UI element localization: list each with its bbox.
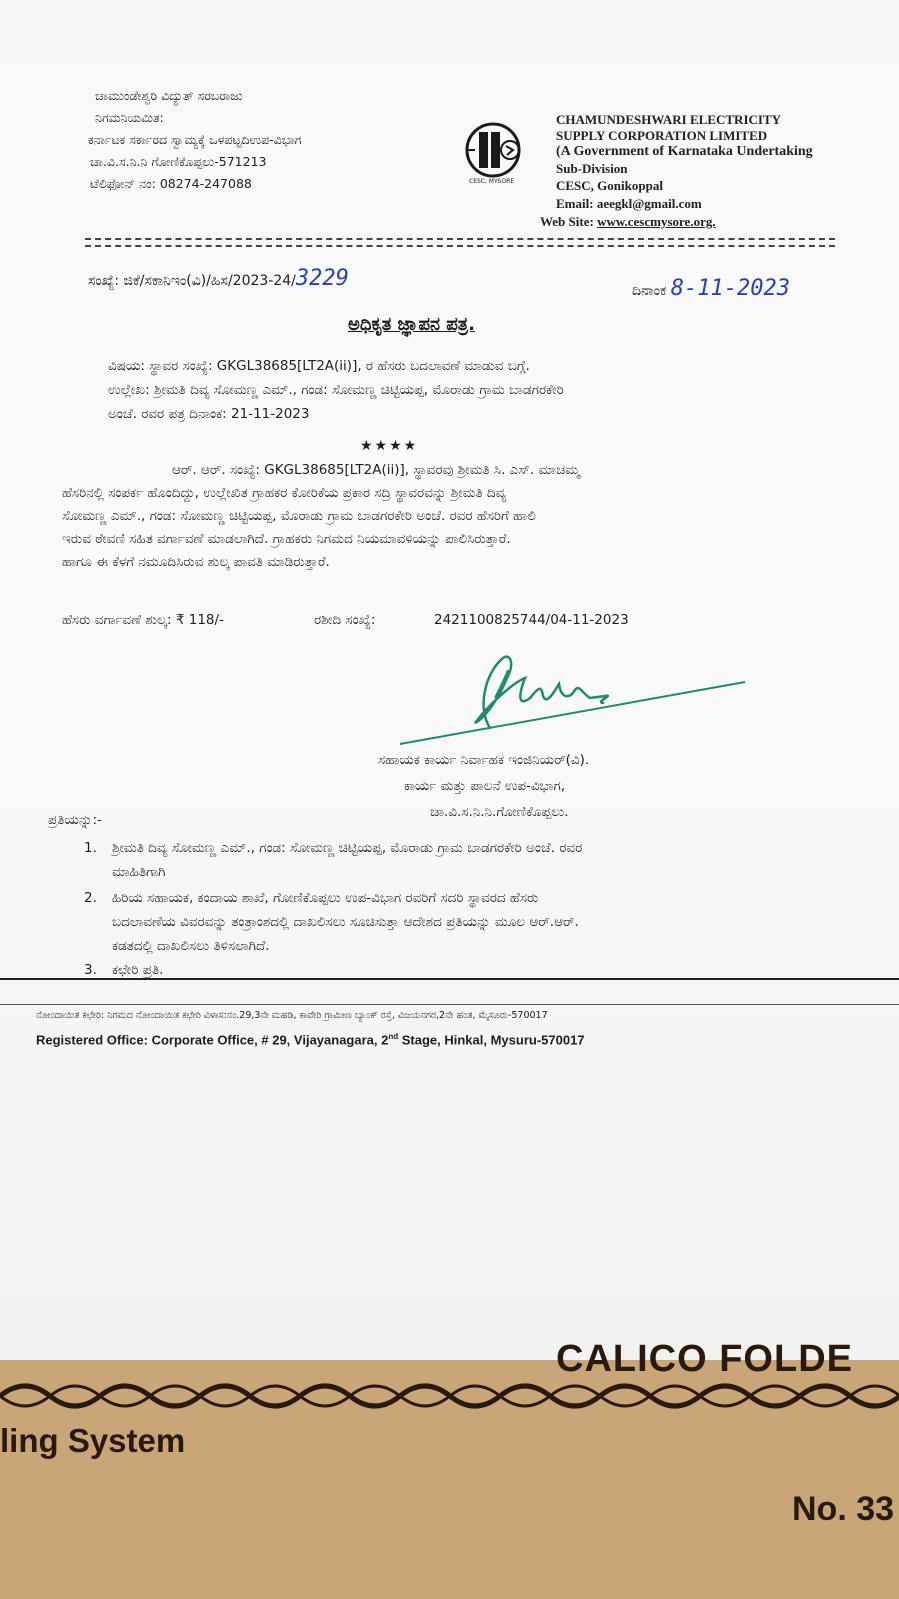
body-line-3: ಸೋಮಣ್ಣ ಎಮ್., ಗಂಡ: ಸೋಮಣ್ಣ ಚಿಟ್ಟಿಯಪ್ಪ, ಮೊರಾಡು ಗ್ರಾಮ ಬಾಡಗರಕೇರಿ ಅಂಚೆ. ರವರ ಹೆಸರಿಗೆ ಹಾಲಿ xyxy=(62,508,536,524)
letterhead-website xyxy=(540,214,716,230)
letterhead-en-line-4: Sub-Division xyxy=(556,161,628,176)
reference-date-handwritten: 8-11-2023 xyxy=(670,276,790,301)
footer-english-sup: nd xyxy=(388,1032,399,1041)
letterhead-kn-line-2: ನಿಗಮನಿಯಮಿತ: xyxy=(95,110,164,125)
folder-number: No. 33 xyxy=(792,1490,895,1528)
reference-date-label: ದಿನಾಂಕ xyxy=(632,283,667,299)
website-label: Web Site: xyxy=(540,214,598,229)
fee-label: ಹೆಸರು ವರ್ಗಾವಣೆ ಶುಲ್ಕ: ₹ 118/- xyxy=(62,612,224,628)
folder-ornament-border xyxy=(0,1370,899,1416)
receipt-label: ರಶೀದಿ ಸಂಖ್ಯೆ: xyxy=(314,612,376,628)
copy-2-number: 2. xyxy=(84,890,97,906)
letterhead-kn-line-3: ಕರ್ನಾಟಕ ಸರ್ಕಾರದ ಸ್ವಾಮ್ಯಕ್ಕೆ ಒಳಪಟ್ಟದಿಉಪ-ವಿಭಾಗ xyxy=(88,132,302,147)
website-link[interactable]: www.cescmysore.org. xyxy=(597,214,716,229)
copy-2-line-1: ಹಿರಿಯ ಸಹಾಯಕ, ಕಂದಾಯ ಶಾಖೆ, ಗೋಣಿಕೊಪ್ಪಲು ಉಪ-ವಿಭಾಗ ರವರಿಗೆ ಸದರಿ ಸ್ಥಾವರದ ಹೆಸರು xyxy=(112,890,539,906)
letterhead-en-line-5: CESC, Gonikoppal xyxy=(556,178,663,193)
footer-english xyxy=(36,1032,585,1047)
footer-rule-top xyxy=(0,978,899,980)
email-link[interactable]: aeegkl@gmail.com xyxy=(596,196,702,211)
receipt-value: 2421100825744/04-11-2023 xyxy=(434,612,629,628)
reference-line-2: ಅಂಚೆ. ರವರ ಪತ್ರ ದಿನಾಂಕ: 21-11-2023 xyxy=(108,406,310,422)
body-line-1: ಆರ್. ಆರ್. ಸಂಖ್ಯೆ: GKGL38685[LT2A(ii)], ಸ್ಥಾವರವು ಶ್ರೀಮತಿ ಸಿ. ಎಸ್. ಮಾಚಮ್ಮ xyxy=(172,462,580,478)
document-title: ಅಧಿಕೃತ ಜ್ಞಾಪನ ಪತ್ರ. xyxy=(348,314,475,335)
reference-line-1: ಉಲ್ಲೇಖ: ಶ್ರೀಮತಿ ದಿವ್ಯ ಸೋಮಣ್ಣ ಎಮ್., ಗಂಡ: ಸೋಮಣ್ಣ ಚಿಟ್ಟಿಯಪ್ಪ, ಮೊರಾಡು ಗ್ರಾಮ ಬಾಡಗರಕೇರಿ xyxy=(108,382,564,398)
copy-2-line-3: ಕಡತದಲ್ಲಿ ದಾಖಲಿಸಲು ತಿಳಿಸಲಾಗಿದೆ. xyxy=(112,938,270,954)
letterhead-kn-line-4: ಚಾ.ವಿ.ಸ.ನಿ.ನಿ ಗೋಣಿಕೊಪ್ಪಲು-571213 xyxy=(90,154,267,169)
letterhead-kn-line-1: ಚಾಮುಂಡೇಶ್ವರಿ ವಿದ್ಯುತ್ ಸರಬರಾಜು xyxy=(95,88,243,103)
reference-number-handwritten: 3229 xyxy=(295,266,349,291)
folder-system-label: ling System xyxy=(0,1422,186,1459)
separator-stars: ★★★★ xyxy=(360,438,419,454)
letterhead-kn-line-5: ಟೆಲಿಫೋನ್ ನಂ: 08274-247088 xyxy=(90,176,252,191)
letterhead-en-line-3: (A Government of Karnataka Undertaking xyxy=(556,144,813,159)
cesc-logo xyxy=(455,120,535,190)
subject-line: ವಿಷಯ: ಸ್ಥಾವರ ಸಂಖ್ಯೆ: GKGL38685[LT2A(ii)], ರ ಹೆಸರು ಬದಲಾವಣೆ ಮಾಡುವ ಬಗ್ಗೆ. xyxy=(108,358,530,374)
letterhead-email xyxy=(556,196,702,212)
reference-date xyxy=(632,276,790,301)
copy-2-line-2: ಬದಲಾವಣೆಯ ವಿವರವನ್ನು ತಂತ್ರಾಂಶದಲ್ಲಿ ದಾಖಲಿಸಲು ಸೂಚಿಸುತ್ತಾ ಆದೇಶದ ಪ್ರತಿಯನ್ನು ಮೂಲ ಆರ್.ಆರ್. xyxy=(112,914,579,930)
signatory-line-3: ಚಾ.ವಿ.ಸ.ನಿ.ನಿ.ಗೋಣಿಕೊಪ್ಪಲು. xyxy=(430,804,569,820)
reference-number-label: ಸಂಖ್ಯೆ: ಜಿಕೆ/ಸಕಾನಿಇಂ(ವಿ)/ಹಿಸ/2023-24/ xyxy=(88,273,296,289)
logo-caption: CESC, MYSORE xyxy=(469,178,515,185)
body-line-2: ಹೆಸರಿನಲ್ಲಿ ಸಂಪರ್ಕ ಹೊಂದಿದ್ದು, ಉಲ್ಲೇಖಿತ ಗ್ರಾಹಕರ ಕೋರಿಕೆಯ ಪ್ರಕಾರ ಸದ್ರಿ ಸ್ಥಾವರವನ್ನು ಶ್ರೀಮತಿ ದಿವ್ಯ xyxy=(62,485,507,501)
footer-rule-bottom xyxy=(0,1004,899,1005)
header-divider-1 xyxy=(85,238,835,240)
folder-brand: CALICO FOLDE xyxy=(556,1338,853,1380)
calico-folder xyxy=(0,1338,899,1599)
signatory-line-2: ಕಾರ್ಯ ಮತ್ತು ಪಾಲನೆ ಉಪ-ವಿಭಾಗ, xyxy=(404,778,566,794)
copy-1-number: 1. xyxy=(84,840,97,856)
footer-english-pre: Registered Office: Corporate Office, # 29, Vijayanagara, 2 xyxy=(36,1032,389,1048)
footer-english-post: Stage, Hinkal, Mysuru-570017 xyxy=(398,1032,585,1048)
body-line-5: ಹಾಗೂ ಈ ಕೆಳಗೆ ನಮೂದಿಸಿರುವ ಶುಲ್ಕ ಪಾವತಿ ಮಾಡಿರುತ್ತಾರೆ. xyxy=(62,554,330,570)
email-label: Email: xyxy=(556,196,597,211)
letterhead-en-line-2: SUPPLY CORPORATION LIMITED xyxy=(556,128,768,143)
signatory-line-1: ಸಹಾಯಕ ಕಾರ್ಯ ನಿರ್ವಾಹಕ ಇಂಜಿನಿಯರ್(ವಿ). xyxy=(378,752,590,768)
body-line-4: ಇರುವ ಠೇವಣಿ ಸಹಿತ ವರ್ಗಾವಣೆ ಮಾಡಲಾಗಿದೆ. ಗ್ರಾಹಕರು ನಿಗಮದ ನಿಯಮಾವಳಿಯನ್ನು ಪಾಲಿಸಿರುತ್ತಾರೆ. xyxy=(62,531,511,547)
copies-heading: ಪ್ರತಿಯನ್ನು:- xyxy=(48,812,102,828)
copy-1-line-2: ಮಾಹಿತಿಗಾಗಿ xyxy=(112,864,166,880)
footer-kannada: ನೋಂದಾಯಿತ ಕಛೇರಿ: ನಿಗಮದ ನೋಂದಾಯಿತ ಕಛೇರಿ ವಿಳಾಸ:ನಂ.29,3ನೇ ಮಹಡಿ, ಕಾವೇರಿ ಗ್ರಾಮೀಣ ಬ್ಯಾಂಕ್ ರಸ್ತೆ, ವಿಜಯನಗರ,2ನೇ ಹಂತ, ಮೈಸೂರು-570017 xyxy=(36,1010,548,1021)
signature xyxy=(455,648,755,748)
letterhead-en-line-1: CHAMUNDESHWARI ELECTRICITY xyxy=(556,112,782,127)
copy-1-line-1: ಶ್ರೀಮತಿ ದಿವ್ಯ ಸೋಮಣ್ಣ ಎಮ್., ಗಂಡ: ಸೋಮಣ್ಣ ಚಿಟ್ಟಿಯಪ್ಪ, ಮೊರಾಡು ಗ್ರಾಮ ಬಾಡಗರಕೇರಿ ಅಂಚೆ. ರವರ xyxy=(112,840,583,856)
copy-3-line-1: ಕಛೇರಿ ಪ್ರತಿ. xyxy=(112,962,164,978)
reference-number xyxy=(88,266,349,291)
copy-3-number: 3. xyxy=(84,962,97,978)
header-divider-2 xyxy=(85,245,835,247)
